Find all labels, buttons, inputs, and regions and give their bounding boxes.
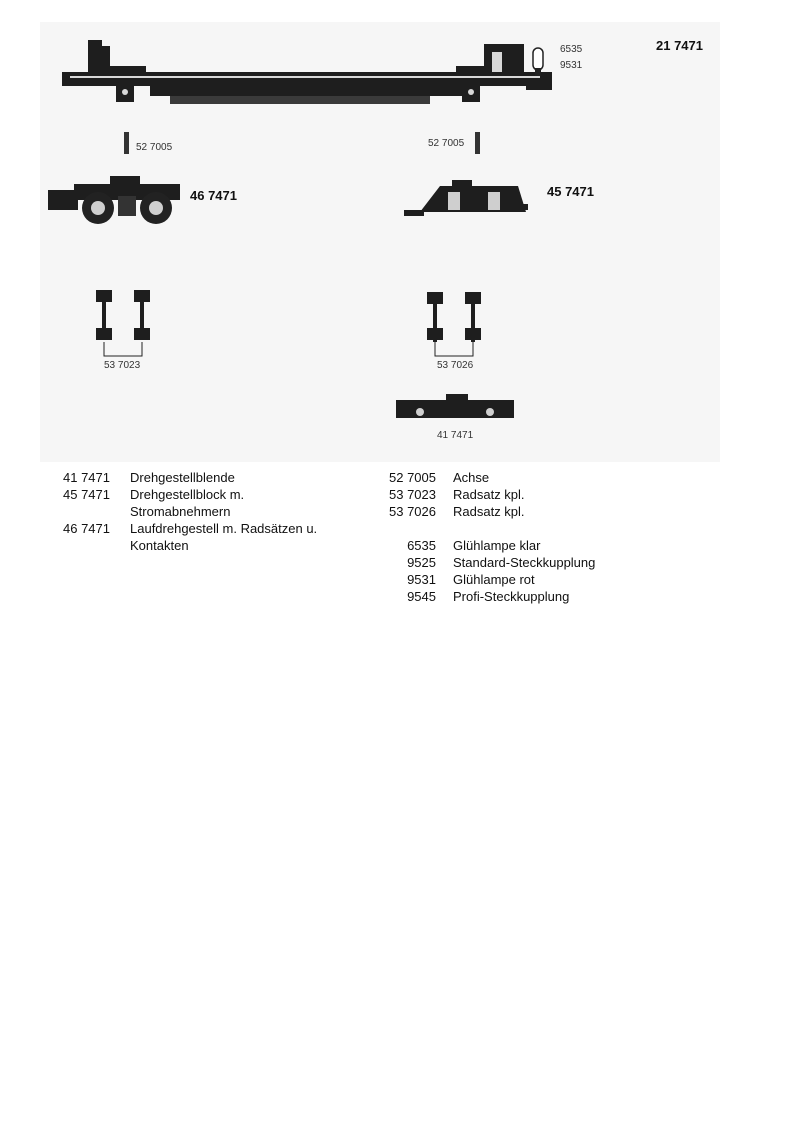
part-description: Profi-Steckkupplung — [453, 589, 570, 604]
main-part-number: 21 7471 — [656, 38, 703, 53]
part-description: Laufdrehgestell m. Radsätzen u. — [130, 521, 318, 536]
part-description: Achse — [453, 470, 490, 485]
part-number: 52 7005 — [389, 470, 436, 485]
part-number: 46 7471 — [63, 521, 110, 536]
part-description: Glühlampe klar — [453, 538, 541, 553]
wheelset-right-leader — [435, 342, 473, 356]
exploded-view-drawing — [0, 0, 800, 460]
label-axle-left: 52 7005 — [136, 142, 173, 153]
label-lamp-clear: 6535 — [560, 44, 583, 55]
lamp-drawing — [533, 48, 543, 76]
label-lamp-red: 9531 — [560, 60, 583, 71]
truck-left-drawing — [48, 176, 180, 224]
label-truck-left: 46 7471 — [190, 188, 237, 203]
part-number: 41 7471 — [63, 470, 110, 485]
part-number: 45 7471 — [63, 487, 110, 502]
part-description: Drehgestellblock m. — [130, 487, 245, 502]
label-wheelset-right: 53 7026 — [437, 360, 474, 371]
label-wheelset-left: 53 7023 — [104, 360, 141, 371]
label-axle-right: 52 7005 — [428, 138, 465, 149]
part-description-cont: Stromabnehmern — [130, 504, 231, 519]
wheelsets-left-drawing — [96, 290, 150, 340]
wheelsets-right-drawing — [427, 292, 481, 342]
part-description: Glühlampe rot — [453, 572, 535, 587]
axle-pin-right-drawing — [475, 132, 480, 154]
chassis-frame-drawing — [62, 40, 552, 104]
part-number: 9545 — [407, 589, 436, 604]
part-number: 6535 — [407, 538, 436, 553]
part-description-cont: Kontakten — [130, 538, 189, 553]
label-side-frame: 41 7471 — [437, 430, 474, 441]
part-number: 53 7023 — [389, 487, 436, 502]
part-description: Radsatz kpl. — [453, 504, 525, 519]
axle-pin-left-drawing — [124, 132, 129, 154]
label-truck-right: 45 7471 — [547, 184, 594, 199]
wheelset-left-leader — [104, 342, 142, 356]
part-number: 9531 — [407, 572, 436, 587]
part-number: 53 7026 — [389, 504, 436, 519]
part-description: Standard-Steckkupplung — [453, 555, 596, 570]
part-description: Radsatz kpl. — [453, 487, 525, 502]
part-description: Drehgestellblende — [130, 470, 235, 485]
truck-right-drawing — [404, 180, 528, 216]
side-frame-drawing — [396, 394, 514, 418]
part-number: 9525 — [407, 555, 436, 570]
